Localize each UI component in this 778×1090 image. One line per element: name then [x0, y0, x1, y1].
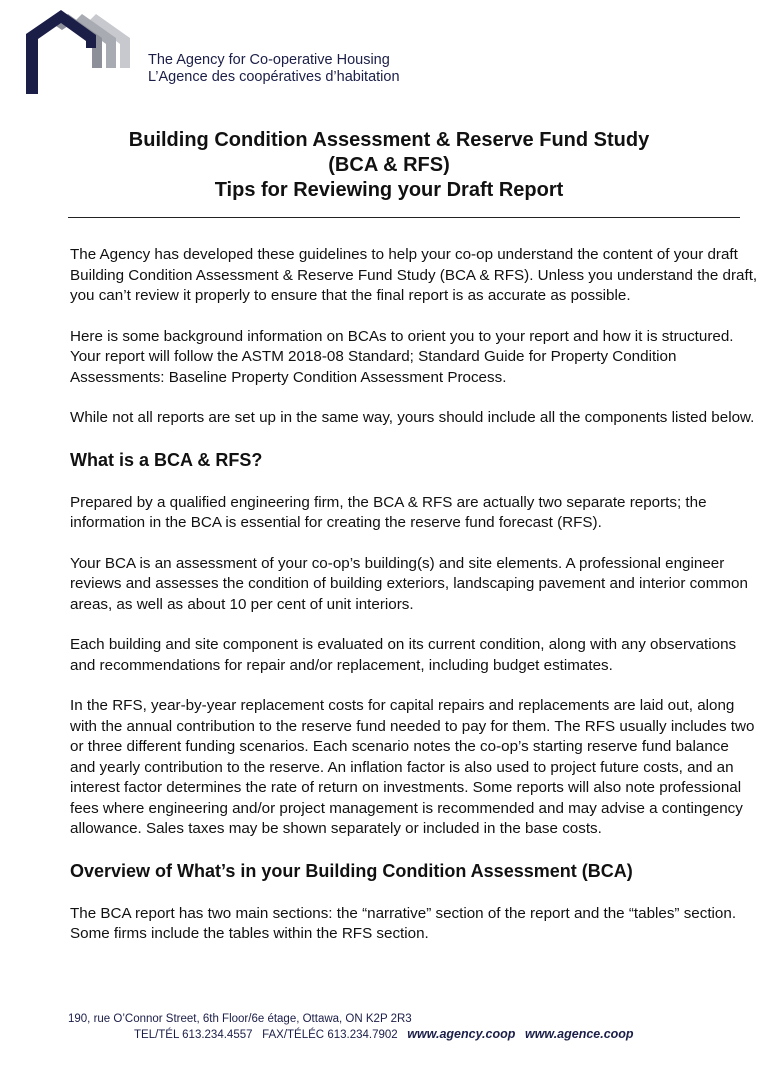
intro-paragraph-3: While not all reports are set up in the same way, yours should include all the components listed below. [70, 409, 755, 426]
section-heading-overview: Overview of What’s in your Building Condition Assessment (BCA) [70, 860, 633, 881]
title-line-1: Building Condition Assessment & Reserve Fund Study [128, 129, 650, 151]
overview-paragraph-1: The BCA report has two main sections: the “narrative” section of the report and the “tables” section. Some firms include the tables within the RFS section. [70, 904, 737, 942]
org-name-fr: L’Agence des coopératives d’habitation [148, 69, 400, 85]
what-paragraph-4: In the RFS, year-by-year replacement costs for capital repairs and replacements are laid out, along with the annual contribution to the reserve fund needed to pay for them. The RFS usually includes two or three different funding scenarios. Each scenario notes the co-op’s starting reserve fund balance and yearly contribution to the reserve. An inflation factor is also used to project future costs, and an interest factor determines the rate of return on investments. Some reports will also note professional fees where engineering and/or project management is recommended and may advise a contingency allowance. Sales taxes may be shown separately or included in the base costs. [70, 697, 755, 837]
footer-address: 190, rue O’Connor Street, 6th Floor/6e étage, Ottawa, ON K2P 2R3 [68, 1013, 412, 1025]
tel-label: TEL/TÉL [134, 1029, 179, 1041]
what-paragraph-3: Each building and site component is evaluated on its current condition, along with any observations and recommendations for repair and/or replacement, including budget estimates. [70, 636, 737, 674]
fax-number: 613.234.7902 [327, 1029, 398, 1041]
intro-paragraph-1: The Agency has developed these guidelines to help your co-op understand the content of your draft Building Condition Assessment & Reserve Fund Study (BCA & RFS). Unless you understand the draft, you can’t review it properly to ensure that the final report is as accurate as possible. [70, 246, 758, 304]
page-footer [68, 1012, 708, 1043]
document-body [70, 245, 758, 965]
org-name-en: The Agency for Co-operative Housing [148, 52, 390, 68]
house-logo-icon [26, 8, 146, 98]
title-line-2: (BCA & RFS) [328, 154, 450, 176]
fax-label: FAX/TÉLÉC [262, 1029, 325, 1041]
what-paragraph-1: Prepared by a qualified engineering firm, the BCA & RFS are actually two separate reports; the information in the BCA is essential for creating the reserve fund forecast (RFS). [70, 493, 707, 531]
section-heading-what: What is a BCA & RFS? [70, 449, 263, 470]
agency-logo [26, 8, 406, 98]
website-en-link[interactable]: www.agency.coop [407, 1027, 516, 1041]
website-fr-link[interactable]: www.agence.coop [524, 1027, 634, 1041]
what-paragraph-2: Your BCA is an assessment of your co-op’s building(s) and site elements. A professional engineer reviews and assesses the condition of building exteriors, landscaping pavement and interior common areas, as well as about 10 per cent of unit interiors. [70, 554, 748, 613]
intro-paragraph-2: Here is some background information on BCAs to orient you to your report and how it is structured. Your report will follow the ASTM 2018-08 Standard; Standard Guide for Property Condition Assessments: Baseline Property Condition Assessment Process. [70, 327, 734, 386]
document-title [0, 128, 778, 203]
footer-contact [134, 1027, 708, 1043]
title-line-3: Tips for Reviewing your Draft Report [214, 179, 564, 201]
tel-number: 613.234.4557 [182, 1029, 253, 1041]
title-divider [68, 217, 740, 218]
